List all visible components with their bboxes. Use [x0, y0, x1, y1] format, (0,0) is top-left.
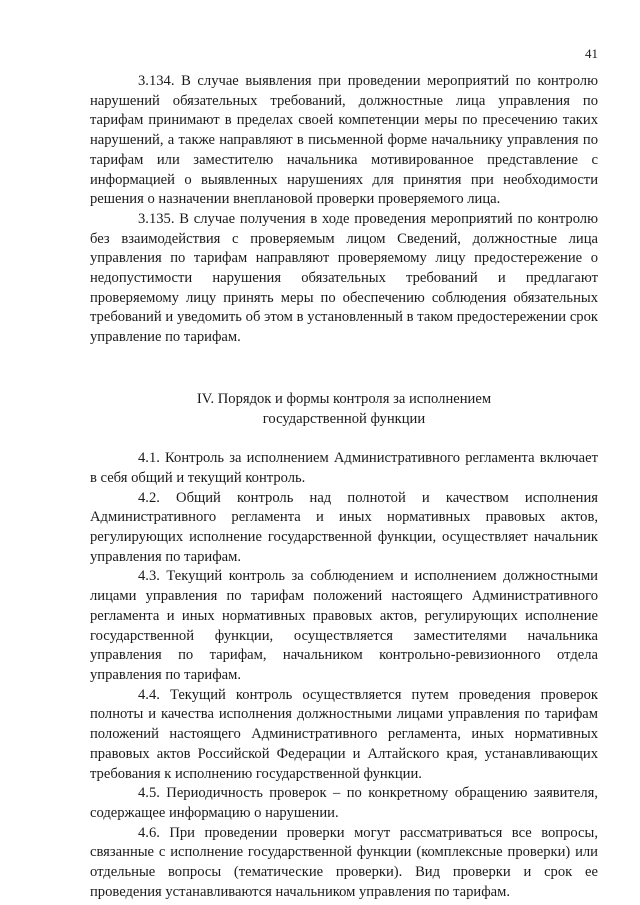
paragraph-3-135: 3.135. В случае получения в ходе проведения мероприятий по контролю без взаимодействия с проверяемым лицом Сведений, должностные лица управления по тарифам направляют проверяемому лицу предостережение о недопустимости нарушения обязательных требований и предлагают проверяемому лицу принять меры по обеспечению соблюдения обязательных требований и уведомить об этом в установленный в таком предостережении срок управление по тарифам. — [90, 210, 598, 346]
paragraph-4-1: 4.1. Контроль за исполнением Административного регламента включает в себя общий и текущий контроль. — [90, 450, 598, 486]
paragraph-3-134: 3.134. В случае выявления при проведении мероприятий по контролю нарушений обязательных требований, должностные лица управления по тарифам принимают в пределах своей компетенции меры по пресечению таких нарушений, а также направляют в письменной форме начальнику управления по тарифам или заместителю начальника мотивированное представление с информацией о выявленных нарушениях для принятия при необходимости решения о назначении внеплановой проверки проверяемого лица. — [90, 73, 598, 208]
paragraph-4-5: 4.5. Периодичность проверок – по конкретному обращению заявителя, содержащее информацию о нарушении. — [90, 785, 598, 821]
document-body — [90, 72, 598, 902]
paragraph-4-3: 4.3. Текущий контроль за соблюдением и исполнением должностными лицами управления по тарифам положений настоящего Административного регламента и иных нормативных правовых актов, регулирующих исполнение государственной функции, осуществляется заместителями начальника управления по тарифам, начальником контрольно-ревизионного отдела управления по тарифам. — [90, 568, 598, 683]
page-number: 41 — [585, 46, 598, 61]
section-heading-line-1: IV. Порядок и формы контроля за исполнением — [196, 390, 492, 407]
paragraph-4-2: 4.2. Общий контроль над полнотой и качеством исполнения Административного регламента и иных нормативных правовых актов, регулирующих исполнение государственной функции, осуществляет начальник управления по тарифам. — [90, 489, 598, 565]
paragraph-4-6: 4.6. При проведении проверки могут рассматриваться все вопросы, связанные с исполнение государственной функции (комплексные проверки) или отдельные вопросы (тематические проверки). Вид проверки и срок ее проведения устанавливаются начальником управления по тарифам. — [90, 824, 598, 900]
section-heading-line-2: государственной функции — [262, 410, 426, 427]
section-heading — [90, 390, 598, 429]
paragraph-4-4: 4.4. Текущий контроль осуществляется путем проведения проверок полноты и качества исполнения должностными лицами управления по тарифам положений настоящего Административного регламента, иных нормативных правовых актов Российской Федерации и Алтайского края, устанавливающих требования к исполнению государственной функции. — [90, 686, 598, 782]
